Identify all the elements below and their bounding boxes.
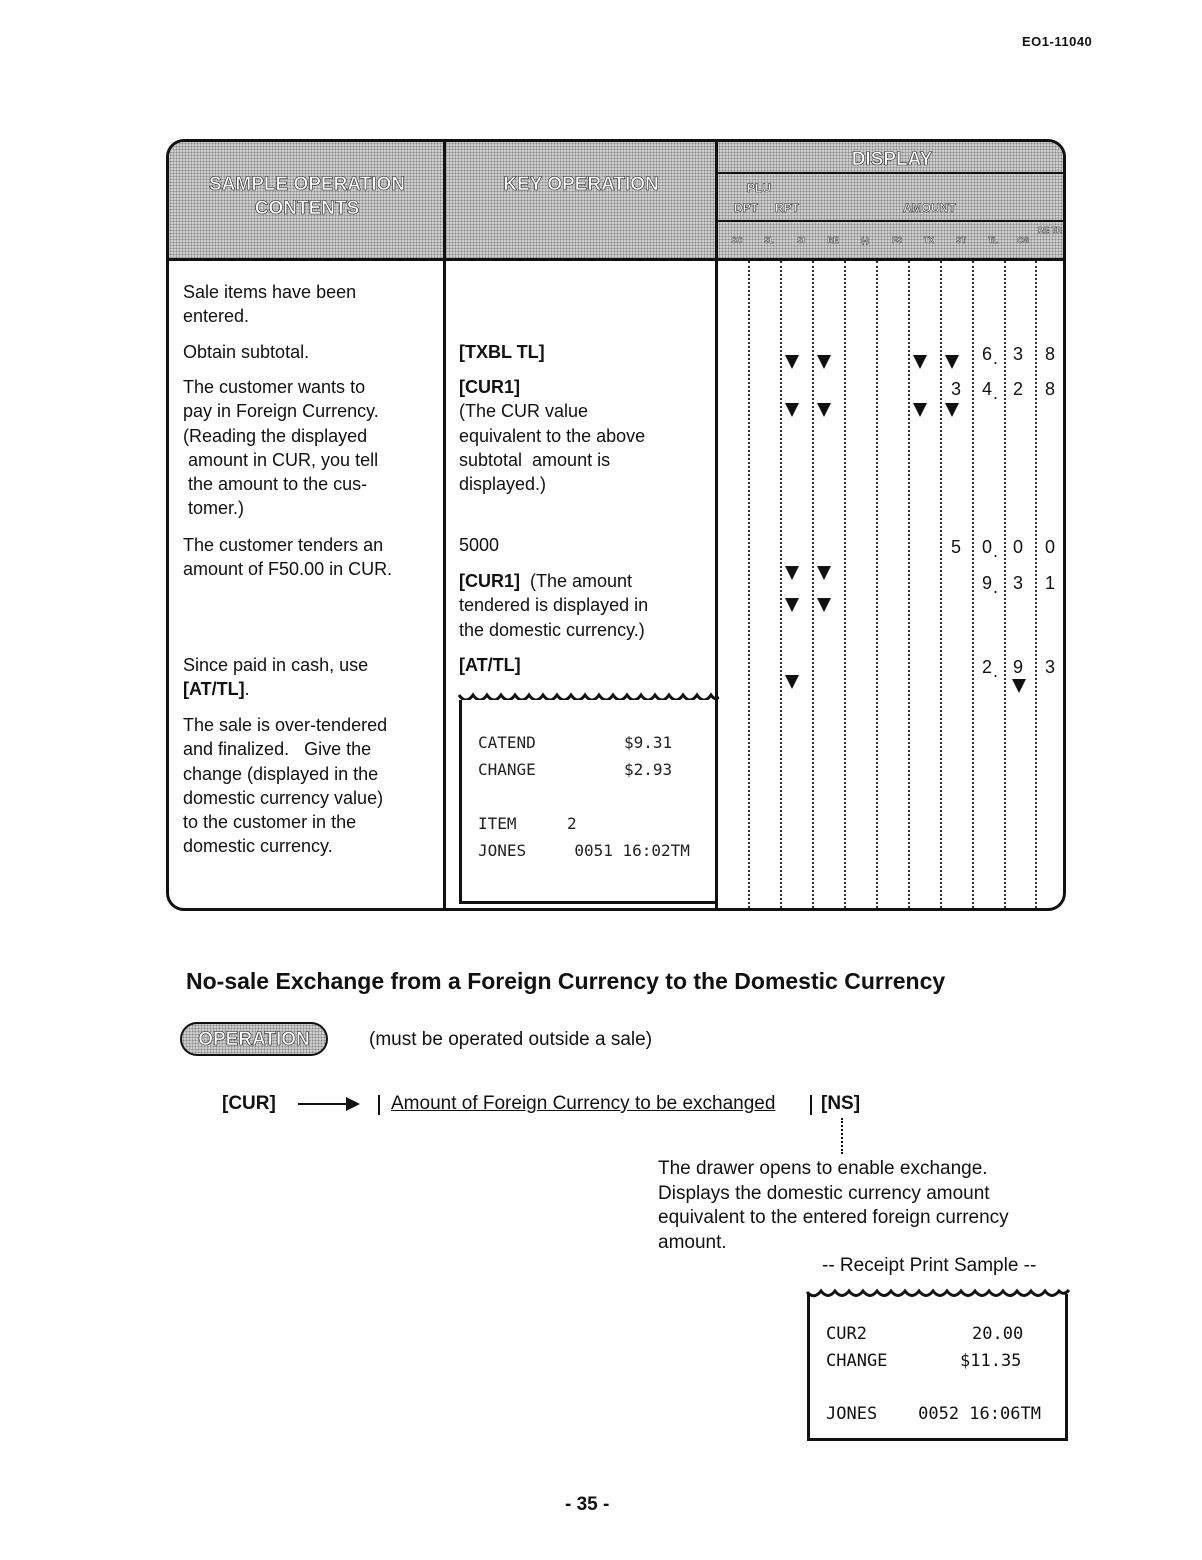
row3-key: [459, 375, 709, 496]
receipt-sample-title: -- Receipt Print Sample --: [822, 1255, 1037, 1276]
col-label-cg: CG: [1017, 236, 1029, 245]
indicator-triangle: [913, 355, 927, 369]
col-label-re-tr: RE TR: [1038, 226, 1062, 235]
content-line: tomer.): [183, 498, 245, 519]
operation-badge-label: OPERATION: [198, 1029, 310, 1050]
receipt-clerk-line: JONES 0051 16:02TM: [478, 841, 690, 860]
display-col-line: [812, 261, 814, 908]
indicator-triangle: [817, 598, 831, 612]
receipt-sample: [459, 700, 718, 904]
display-digit: 9: [1012, 657, 1023, 677]
display-decimal: .: [993, 661, 999, 681]
display-digit: 9: [981, 573, 992, 593]
indicator-triangle: [817, 355, 831, 369]
row1-content: [183, 280, 429, 329]
content-line: entered.: [183, 306, 250, 327]
header-key-operation: KEY OPERATION: [503, 174, 659, 195]
col-label-tx: TX: [923, 236, 935, 245]
receipt-change-value: $11.35: [960, 1351, 1022, 1371]
display-digit: 2: [981, 657, 992, 677]
document-id: EO1-11040: [1022, 34, 1093, 49]
key-line: (The amount: [520, 571, 633, 591]
display-divider-2: [717, 220, 1063, 222]
header-sample-operation: [169, 173, 445, 221]
receipt-catend-label: CATEND: [478, 733, 536, 752]
display-col-line: [908, 261, 910, 908]
row5-key: [459, 569, 709, 642]
display-digit: 8: [1044, 379, 1055, 399]
display-col-line: [972, 261, 974, 908]
row4-content: [183, 533, 429, 582]
key-cur1: [CUR1]: [459, 571, 520, 591]
display-digit: 0: [1044, 537, 1055, 557]
col-label-st: ST: [955, 236, 967, 245]
content-line: amount in CUR, you tell: [183, 449, 379, 470]
dotted-leader: [841, 1118, 843, 1154]
indicator-triangle: [945, 355, 959, 369]
key-at-tl: [AT/TL]: [459, 655, 521, 675]
indicator-triangle: [913, 403, 927, 417]
key-5000: 5000: [459, 535, 500, 555]
indicator-triangle: [817, 566, 831, 580]
display-col-line: [876, 261, 878, 908]
display-col-line: [748, 261, 750, 908]
display-decimal: .: [993, 541, 999, 561]
content-line: change (displayed in the: [183, 763, 379, 784]
header-plu: PLU: [747, 181, 771, 195]
at-tl-key-ref: [AT/TL]: [183, 679, 245, 700]
display-digit: 3: [1012, 344, 1023, 364]
operation-note: (must be operated outside a sale): [369, 1029, 653, 1050]
col-label-re: RE: [827, 236, 839, 245]
receipt-change-label: CHANGE: [826, 1351, 888, 1371]
content-suffix: .: [244, 679, 250, 700]
column-divider-1: [443, 142, 446, 908]
display-col-line: [1035, 261, 1037, 908]
operation-badge: [180, 1022, 328, 1056]
display-col-line: [844, 261, 846, 908]
content-line: domestic currency value): [183, 787, 384, 808]
header-dpt: DPT: [734, 201, 758, 215]
indicator-triangle: [785, 675, 799, 689]
receipt-clerk-line: JONES 0052 16:06TM: [826, 1404, 1041, 1424]
key-line: subtotal amount is: [459, 449, 611, 470]
display-decimal: .: [993, 348, 999, 368]
indicator-triangle: [785, 598, 799, 612]
display-divider: [717, 172, 1063, 174]
content-line: The customer wants to: [183, 377, 366, 397]
header-contents-line2: CONTENTS: [254, 198, 360, 219]
indicator-triangle: [785, 355, 799, 369]
operation-table: [166, 139, 1066, 911]
key-txbl-tl: [TXBL TL]: [459, 342, 545, 362]
display-decimal: .: [993, 577, 999, 597]
indicator-triangle: [785, 566, 799, 580]
cur-key: [CUR]: [222, 1093, 276, 1114]
display-digit: 0: [981, 537, 992, 557]
content-line: amount of F50.00 in CUR.: [183, 559, 393, 580]
col-label-fs: FS: [891, 236, 903, 245]
display-digit: 8: [1044, 344, 1055, 364]
key-line: displayed.): [459, 474, 547, 495]
col-label-minus: (-): [861, 236, 869, 245]
ns-key: [NS]: [821, 1093, 861, 1114]
content-line: Since paid in cash, use: [183, 655, 369, 675]
bracket-bar: [810, 1095, 812, 1115]
content-line: The sale is over-tendered: [183, 715, 388, 735]
indicator-triangle: [785, 403, 799, 417]
display-digit: 3: [1012, 573, 1023, 593]
amount-entry: Amount of Foreign Currency to be exchanged: [391, 1093, 776, 1114]
display-digit: 6: [981, 344, 992, 364]
header-display: DISPLAY: [851, 149, 933, 170]
receipt-print-sample: [807, 1294, 1068, 1441]
header-amount: AMOUNT: [903, 201, 956, 215]
receipt-catend-value: $9.31: [624, 733, 673, 752]
col-label-sl: SL: [763, 236, 775, 245]
col-label-sc: SC: [731, 236, 743, 245]
content-line: the amount to the cus-: [183, 474, 368, 495]
display-col-line: [780, 261, 782, 908]
col-label-si: SI: [797, 236, 805, 245]
bracket-bar: [378, 1095, 380, 1115]
page-number: - 35 -: [565, 1494, 610, 1515]
row3-content: [183, 375, 429, 521]
indicator-triangle: [1012, 679, 1026, 693]
receipt-item-value: 2: [567, 814, 577, 833]
display-digit: 2: [1012, 379, 1023, 399]
indicator-triangle: [817, 403, 831, 417]
indicator-triangle: [945, 403, 959, 417]
col-label-tl: TL: [988, 236, 998, 245]
display-digit: 3: [950, 379, 961, 399]
content-line: (Reading the displayed: [183, 425, 368, 446]
display-digit: 1: [1044, 573, 1055, 593]
row7-content: [183, 713, 429, 859]
content-line: pay in Foreign Currency.: [183, 401, 379, 422]
display-col-line: [940, 261, 942, 908]
display-digit: 4: [981, 379, 992, 399]
receipt-item-label: ITEM: [478, 814, 517, 833]
key-line: (The CUR value: [459, 401, 589, 422]
display-decimal: .: [993, 383, 999, 403]
key-line: tendered is displayed in: [459, 595, 649, 616]
header-contents-line1: SAMPLE OPERATION: [209, 174, 405, 195]
display-digit: 3: [1044, 657, 1055, 677]
key-cur1: [CUR1]: [459, 377, 520, 397]
arrow-head-icon: [346, 1097, 360, 1111]
key-line: equivalent to the above: [459, 425, 646, 446]
content-line: Sale items have been: [183, 282, 357, 302]
content-line: and finalized. Give the: [183, 739, 372, 760]
header-rpt: RPT: [775, 201, 799, 215]
row6-content: [183, 653, 429, 702]
section-title: No-sale Exchange from a Foreign Currency to the Domestic Currency: [186, 968, 946, 994]
key-line: the domestic currency.): [459, 619, 645, 640]
content-line: domestic currency.: [183, 836, 333, 857]
exchange-explanation: The drawer opens to enable exchange. Displays the domestic currency amount equivalent to the entered foreign currency amount.: [658, 1158, 1009, 1253]
receipt-change-label: CHANGE: [478, 760, 536, 779]
display-digit: 0: [1012, 537, 1023, 557]
arrow-icon: [298, 1103, 348, 1105]
row2-content: Obtain subtotal.: [183, 342, 310, 362]
display-digit: 5: [950, 537, 961, 557]
content-line: to the customer in the: [183, 812, 357, 833]
receipt-cur2-label: CUR2: [826, 1324, 867, 1344]
receipt-cur2-value: 20.00: [972, 1324, 1024, 1344]
table-header: [169, 142, 1063, 261]
receipt-change-value: $2.93: [624, 760, 673, 779]
display-col-line: [1004, 261, 1006, 908]
content-line: The customer tenders an: [183, 535, 384, 555]
